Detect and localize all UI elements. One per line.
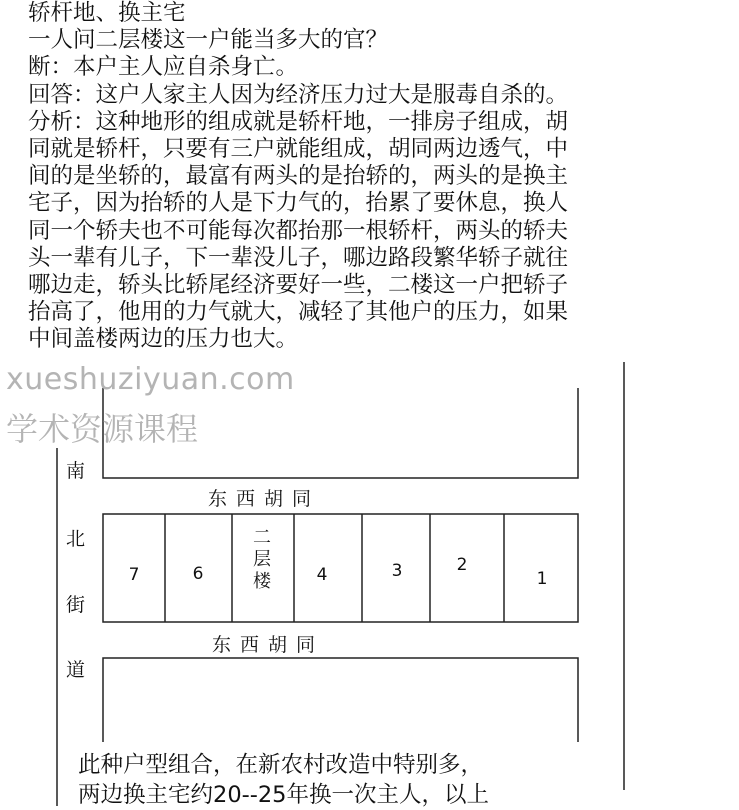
street-label-char: 南 [66,460,86,482]
text-line: 轿杆地、换主宅 [28,0,186,26]
house-label: 7 [128,565,140,585]
text-line: 同一个轿夫也不可能每次都抬那一根轿杆，两头的轿夫 [28,217,569,244]
text-line: 头一辈有儿子，下一辈没儿子，哪边路段繁华轿子就往 [28,244,569,271]
alley-label-top: 东西胡同 [208,488,321,510]
houses-row [103,514,578,622]
alley-label-bottom: 东西胡同 [212,634,325,656]
text-line: 同就是轿杆，只要有三户就能组成，胡同两边透气，中 [28,136,569,163]
north-block-outline [103,658,578,742]
text-line: 宅子，因为抬轿的人是下力气的，抬累了要休息，换人 [28,190,569,217]
watermark-url: xueshuziyuan.com [6,362,295,397]
text-line: 两边换主宅约20--25年换一次主人，以上 [78,782,489,808]
house-label: 4 [316,565,328,585]
house-label: 6 [192,564,204,584]
house-label: 2 [456,555,468,575]
text-line: 中间盖楼两边的压力也大。 [28,326,299,353]
bottom-text [78,750,489,810]
street-label-char: 北 [66,528,86,550]
house-label-two-storey: 二层楼 [253,527,271,592]
street-label-char: 道 [66,659,86,681]
text-line: 断：本户主人应自杀身亡。 [28,54,299,81]
house-label: 1 [536,569,548,589]
text-line: 一人问二层楼这一户能当多大的官？ [28,27,389,54]
text-line: 此种户型组合，在新农村改造中特别多， [78,752,484,778]
text-line: 哪边走，轿头比轿尾经济要好一些，二楼这一户把轿子 [28,272,569,299]
text-line: 回答：这户人家主人因为经济压力过大是服毒自杀的。 [28,81,569,108]
text-line: 分析：这种地形的组成就是轿杆地，一排房子组成，胡 [28,108,569,135]
street-label-char: 街 [66,594,86,616]
text-line: 间的是坐轿的，最富有两头的是抬轿的，两头的是换主 [28,163,569,190]
text-line: 抬高了，他用的力气就大，减轻了其他户的压力，如果 [28,299,569,326]
watermark-text: 学术资源课程 [6,410,199,448]
house-label: 3 [391,561,403,581]
